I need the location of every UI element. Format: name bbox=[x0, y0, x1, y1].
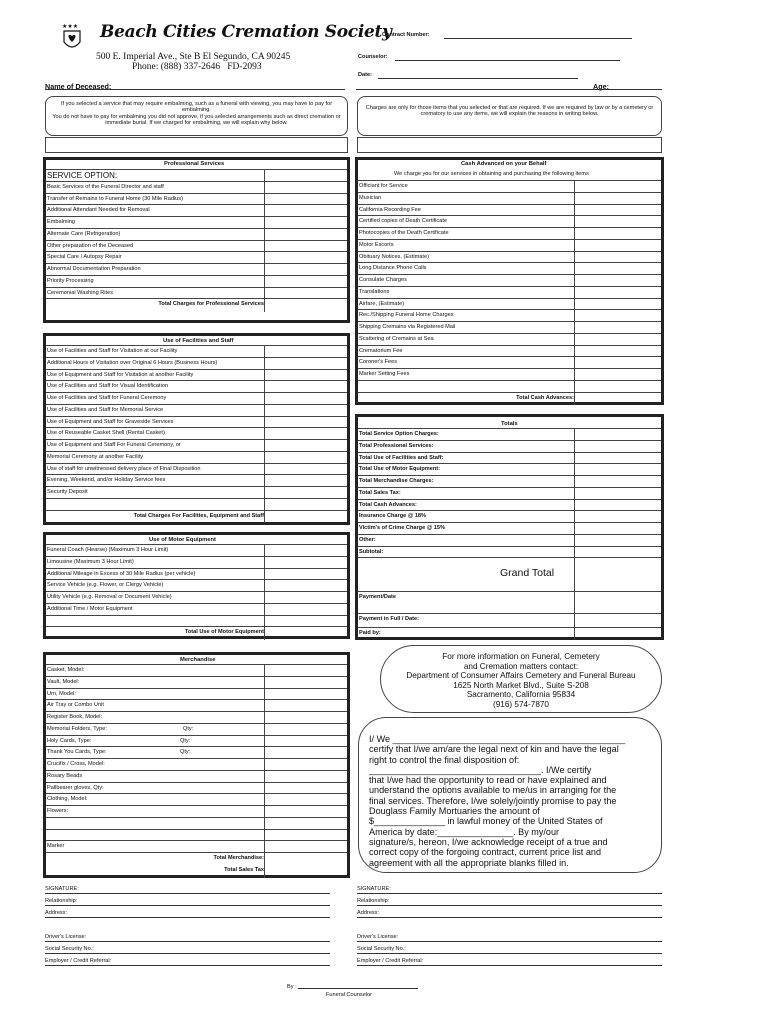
motor-equipment-label: Service Vehicle (e.g. Flower, or Clergy Vehicle) bbox=[47, 582, 164, 589]
signature-social-security-no-label: Social Security No.: bbox=[357, 946, 406, 952]
cash-advance-label: Rec./Shipping Funeral Home Charges bbox=[359, 312, 454, 319]
merchandise-label: Thank You Cards, Type: bbox=[47, 749, 107, 756]
facility-label: Use of Equipment and Staff For Funeral Ceremony, or bbox=[47, 442, 181, 448]
signature-signature-field[interactable] bbox=[357, 893, 662, 894]
motor-equipment-label: Funeral Coach (Hearse) (Maximum 3 Hour Limit) bbox=[47, 547, 169, 553]
motor-equipment-label: Additional Time / Motor Equipment bbox=[47, 605, 133, 612]
embalming-notice: If you selected a service that may require embalming, such as a funeral with viewing, you may have to pay for embalming. You do not have to pay for embalming you did not approve, if you selected arrangements such as direct cremation or immediate burial. If we charged for embalming, we will explain why below. bbox=[45, 96, 348, 136]
totals-label: Insurance Charge @ 18% bbox=[359, 513, 427, 520]
merchandise-total-label: Total Merchandise: bbox=[213, 855, 264, 861]
by-label: By : bbox=[287, 984, 297, 990]
totals-label: Subtotal: bbox=[359, 548, 384, 555]
age-field[interactable] bbox=[356, 89, 662, 90]
merchandise-label: Marker bbox=[47, 843, 65, 850]
motor-equipment-label: Utility Vehicle (e.g. Removal or Document Vehicle) bbox=[47, 594, 172, 600]
merchandise-label: Register Book, Model: bbox=[47, 714, 103, 720]
sales-tax-total-label: Total Sales Tax bbox=[224, 866, 264, 873]
signature-address-label: Address: bbox=[45, 910, 68, 916]
facility-label: Evening, Weekend, and/or Holiday Service fees bbox=[47, 477, 166, 484]
facilities-total-label: Total Charges For Facilities, Equipment and Staff bbox=[133, 512, 264, 519]
signature-employer-credit-referral-field[interactable] bbox=[45, 965, 330, 966]
totals-rows bbox=[358, 428, 661, 639]
payment-date-row[interactable] bbox=[358, 592, 661, 614]
merchandise-title: Merchandise bbox=[180, 657, 216, 663]
signature-employer-credit-referral-label: Employer / Credit Referral: bbox=[45, 958, 112, 964]
facility-label: Use of Facilities and Staff for Memorial Service bbox=[47, 406, 164, 413]
cash-advance-label: Marker Setting Fees bbox=[359, 371, 410, 377]
totals-label: Total Professional Services: bbox=[359, 442, 434, 449]
professional-services-title: Professional Services bbox=[164, 161, 225, 167]
qty-label: Qty: bbox=[180, 737, 191, 744]
cash-advances-total-amount-field[interactable] bbox=[574, 392, 661, 406]
paid-in-full-row[interactable] bbox=[358, 614, 661, 628]
motor-equipment-label: Additional Mileage in Excess of 30 Mile Radius (per vehicle) bbox=[47, 570, 196, 577]
professional-service-label: Basic Services of the Funeral Director and staff bbox=[47, 183, 164, 190]
professional-services-section bbox=[43, 157, 350, 323]
cash-advance-label: Motor Escorts bbox=[359, 241, 394, 248]
facilities-section bbox=[43, 333, 350, 525]
signature-signature-label: SIGNATURE: bbox=[357, 886, 391, 892]
phone: Phone: (888) 337-2646 bbox=[132, 62, 221, 72]
cash-advance-label: Translations bbox=[359, 288, 390, 295]
counselor-label: Counselor: bbox=[358, 54, 388, 60]
facility-label: Security Deposit bbox=[47, 489, 88, 495]
payment-date-amount-field[interactable] bbox=[574, 591, 661, 614]
name-of-deceased-label: Name of Deceased: bbox=[45, 82, 112, 91]
signature-employer-credit-referral-label: Employer / Credit Referral: bbox=[357, 958, 424, 964]
totals-label: Victim's of Crime Charge @ 15% bbox=[359, 525, 445, 531]
cash-advance-label: Musician bbox=[359, 194, 382, 201]
signature-signature-field[interactable] bbox=[45, 893, 330, 894]
address: 500 E. Imperial Ave., Ste B El Segundo, CA 90245 bbox=[96, 52, 291, 62]
facility-label: Use of Facilities and Staff for Visual Identification bbox=[47, 383, 169, 390]
sales-tax-total-amount-field[interactable] bbox=[264, 864, 347, 878]
embalming-explanation-field[interactable] bbox=[45, 137, 348, 153]
motor-section bbox=[43, 532, 350, 639]
facility-label: Use of Reuseable Casket Shell (Rental Casket) bbox=[47, 430, 165, 437]
professional-service-label: Additional Attendant Needed for Removal bbox=[47, 207, 150, 214]
professional-service-label: Other preparation of the Deceased bbox=[47, 242, 134, 249]
motor-total-label: Total Use of Motor Equipment bbox=[184, 629, 264, 636]
motor-total-amount-field[interactable] bbox=[264, 626, 347, 640]
certification-line: agreement with all the appropriate blanks filled in. bbox=[369, 857, 569, 868]
certification-line: that I/we had the opportunity to read or have explained and bbox=[369, 775, 607, 786]
info-line: 1625 North Market Blvd., Suite S-208 bbox=[453, 680, 589, 690]
phone-line bbox=[132, 62, 262, 72]
merchandise-label: Casket, Model: bbox=[47, 667, 85, 673]
certification-line: final services. Therefore, I/we solely/jointly promise to pay the bbox=[369, 795, 617, 806]
cash-advance-label: Airfare, (Estimate) bbox=[359, 300, 405, 307]
info-line: For more information on Funeral, Cemetery bbox=[442, 652, 600, 661]
certification-line: I/ We ______________________________________________ bbox=[369, 734, 626, 744]
certification-line: America by date:_______________. By my/our bbox=[369, 826, 560, 837]
grand-total-amount-field[interactable] bbox=[574, 557, 661, 592]
totals-title: Totals bbox=[501, 421, 518, 427]
merchandise-label: Crucifix / Cross, Model: bbox=[47, 761, 105, 767]
cash-advance-label: Coroner's Fees bbox=[359, 359, 398, 366]
contract-number-label: Contract Number: bbox=[382, 32, 430, 38]
merchandise-label: Urn, Model: bbox=[47, 690, 76, 697]
cash-advance-label: Photocopies of the Death Certificate bbox=[359, 230, 449, 236]
totals-label: Total Use of Facilities and Staff: bbox=[359, 454, 444, 461]
paid-by-label: Paid by: bbox=[359, 630, 381, 637]
professional-services-rows bbox=[46, 169, 347, 311]
grand-total-label: Grand Total bbox=[500, 567, 555, 580]
paid-by-amount-field[interactable] bbox=[574, 627, 661, 640]
brand-name: Beach Cities Cremation Society bbox=[100, 22, 392, 42]
facility-label: Use of Facilities and Staff for Visitation at our Facility bbox=[47, 348, 178, 354]
consumer-affairs-info bbox=[380, 645, 662, 713]
professional-service-label: Abnormal Documentation Preparation bbox=[47, 266, 141, 272]
totals-label: Total Sales Tax: bbox=[359, 489, 401, 496]
certification-line: __________________________________. I/We certify bbox=[369, 764, 592, 775]
info-line: (916) 574-7870 bbox=[493, 699, 549, 709]
professional-service-label: Embalming bbox=[47, 219, 75, 225]
cash-advanced-section bbox=[355, 157, 664, 405]
professional-service-label: Transfer of Remains to Funeral Home (30 Mile Radius) bbox=[47, 195, 183, 202]
signature-relationship-label: Relationship: bbox=[45, 898, 78, 904]
cash-advance-label: Obituary Notices, (Estimate) bbox=[359, 253, 429, 260]
name-of-deceased-field[interactable] bbox=[45, 89, 345, 90]
merchandise-label: Air Tray or Combo Unit bbox=[47, 702, 104, 709]
cash-advanced-rows bbox=[358, 180, 661, 404]
signature-relationship-field[interactable] bbox=[45, 905, 330, 906]
signature-address-field[interactable] bbox=[357, 917, 662, 918]
signature-driver-s-license-field[interactable] bbox=[357, 941, 662, 942]
merchandise-label: Flowers: bbox=[47, 808, 69, 814]
signature-relationship-field[interactable] bbox=[357, 905, 662, 906]
merchandise-label: Memorial Folders, Type: bbox=[47, 725, 107, 732]
professional-service-label: Alternate Care (Refrigeration) bbox=[47, 230, 121, 237]
certification-line: certify that I/we am/are the legal next of kin and have the legal bbox=[369, 744, 619, 755]
cash-advance-label: Crematorium Fee bbox=[359, 347, 403, 354]
date-label: Date: bbox=[358, 72, 372, 78]
professional-service-label: Ceremonial Washing Rites bbox=[47, 289, 114, 296]
professional-service-label: Priority Processing bbox=[47, 277, 94, 284]
charges-notice: Charges are only for those items that you selected or that are required. If we are required by law or by a cemetery or crematory to use any items, we will explain the reasons in writing below. bbox=[357, 96, 662, 136]
merchandise-label: Pallbearer gloves, Qty: bbox=[47, 784, 104, 791]
merchandise-label: Clothing, Model: bbox=[47, 796, 88, 803]
signature-social-security-no-field[interactable] bbox=[357, 953, 662, 954]
signature-driver-s-license-label: Driver's License: bbox=[357, 934, 399, 940]
facility-label: Use of Facilities and Staff for Funeral Ceremony bbox=[47, 395, 167, 401]
professional-service-label: Special Care / Autopsy Repair bbox=[47, 254, 122, 261]
merchandise-label: Holy Cards, Type: bbox=[47, 737, 92, 744]
facility-label: Use of Equipment and Staff for Graveside Services bbox=[47, 418, 174, 425]
professional-services-total-row bbox=[46, 299, 347, 311]
qty-label: Qty: bbox=[183, 725, 194, 732]
totals-label: Total Cash Advances: bbox=[359, 501, 417, 508]
signature-social-security-no-field[interactable] bbox=[45, 953, 330, 954]
totals-label: Total Merchandise Charges: bbox=[359, 478, 434, 484]
counselor-field[interactable] bbox=[395, 60, 620, 61]
cash-advance-label: California Recording Fee bbox=[359, 206, 421, 213]
professional-services-total-amount-field[interactable] bbox=[264, 298, 347, 312]
qty-label: Qty: bbox=[180, 749, 191, 756]
signature-driver-s-license-label: Driver's License: bbox=[45, 934, 87, 940]
certification-line: understand the options available to me/us in arranging for the bbox=[369, 785, 617, 796]
facility-label: Use of Equipment and Staff for Visitation at another Facility bbox=[47, 371, 194, 378]
motor-title: Use of Motor Equipment bbox=[149, 537, 216, 543]
facilities-rows bbox=[46, 345, 347, 522]
paid-in-full-amount-field[interactable] bbox=[574, 613, 661, 628]
certification-line: correct copy of the forgoing contract, current price list and bbox=[369, 847, 602, 858]
info-line: and Cremation matters contact: bbox=[463, 661, 579, 671]
merchandise-label: Rosary Beads bbox=[47, 772, 83, 779]
totals-section bbox=[355, 414, 664, 640]
cash-advanced-subtitle: We charge you for our services in obtaining and purchasing the following items bbox=[394, 171, 589, 177]
cash-advance-label: Scattering of Cremains at Sea bbox=[359, 335, 434, 342]
motor-rows bbox=[46, 544, 347, 639]
svg-text:★★★: ★★★ bbox=[62, 24, 79, 30]
signature-social-security-no-label: Social Security No.: bbox=[45, 946, 94, 952]
facility-label: Memorial Ceremony at another Facility bbox=[47, 453, 144, 460]
facilities-title: Use of Facilities and Staff bbox=[163, 338, 234, 344]
date-field[interactable] bbox=[378, 78, 578, 79]
facilities-total-row bbox=[46, 511, 347, 523]
certification-line: $______________ in lawful money of the United States of bbox=[369, 816, 603, 827]
cash-advances-total-label: Total Cash Advances: bbox=[516, 394, 574, 401]
cash-advance-label: Long Distance Phone Calls bbox=[359, 265, 427, 272]
facilities-total-amount-field[interactable] bbox=[264, 510, 347, 524]
paid-by-row[interactable] bbox=[358, 628, 661, 639]
service-option-label: SERVICE OPTION: bbox=[47, 171, 118, 180]
merchandise-rows bbox=[46, 664, 347, 877]
certification-line: Douglass Family Mortuaries the amount of bbox=[369, 806, 540, 817]
totals-label: Total Service Option Charges: bbox=[359, 431, 439, 437]
info-line: Sacramento, California 95834 bbox=[466, 690, 576, 700]
cash-advance-label: Certified copies of Death Certificate bbox=[359, 218, 447, 225]
totals-label: Other: bbox=[359, 536, 376, 543]
grand-total-row bbox=[358, 558, 661, 592]
funeral-counselor-caption: Funeral Counselor bbox=[326, 992, 373, 998]
facility-label: Use of staff for unwitnessed delivery place of Final Disposition bbox=[47, 465, 201, 472]
signature-address-field[interactable] bbox=[45, 917, 330, 918]
signature-relationship-label: Relationship: bbox=[357, 898, 390, 904]
cash-advance-label: Officiant for Service bbox=[359, 183, 408, 189]
totals-label: Total Use of Motor Equipment: bbox=[359, 466, 440, 473]
info-line: Department of Consumer Affairs Cemetery and Funeral Bureau bbox=[406, 671, 636, 681]
cash-advance-label: Shipping Cremains via Registered Mail bbox=[359, 324, 456, 330]
cash-advances-total-row bbox=[358, 393, 661, 405]
sales-tax-total-row bbox=[46, 865, 347, 877]
fd-number: FD-2093 bbox=[227, 62, 262, 72]
motor-total-row bbox=[46, 627, 347, 639]
certification-line: signature/s, hereon, I/we acknowledge receipt of a true and bbox=[369, 836, 608, 847]
signature-signature-label: SIGNATURE: bbox=[45, 886, 79, 892]
charges-explanation-field[interactable] bbox=[357, 137, 662, 153]
society-logo-icon bbox=[60, 22, 84, 54]
certification-line: right to control the final disposition of: bbox=[369, 754, 520, 765]
payment-date-label: Payment/Date bbox=[359, 594, 396, 601]
merchandise-section bbox=[43, 652, 350, 878]
paid-in-full-label: Payment in Full / Date: bbox=[359, 616, 419, 623]
professional-services-total-label: Total Charges for Professional Services bbox=[158, 301, 264, 308]
facility-label: Additional Hours of Visitation over Original 6 Hours (Business Hours) bbox=[47, 359, 218, 366]
signature-driver-s-license-field[interactable] bbox=[45, 941, 330, 942]
cash-advance-label: Consulate Charges bbox=[359, 277, 407, 283]
signature-address-label: Address: bbox=[357, 910, 380, 916]
cash-advanced-title: Cash Advanced on your Behalf bbox=[461, 161, 547, 167]
merchandise-label: Vault, Model: bbox=[47, 678, 80, 685]
certification-statement bbox=[358, 717, 662, 873]
motor-equipment-label: Limousine (Maximum 3 Hour Limit) bbox=[47, 558, 134, 565]
contract-number-field[interactable] bbox=[444, 38, 632, 39]
funeral-counselor-signature-field[interactable] bbox=[298, 988, 418, 989]
signature-employer-credit-referral-field[interactable] bbox=[357, 965, 662, 966]
age-label: Age: bbox=[593, 82, 609, 91]
